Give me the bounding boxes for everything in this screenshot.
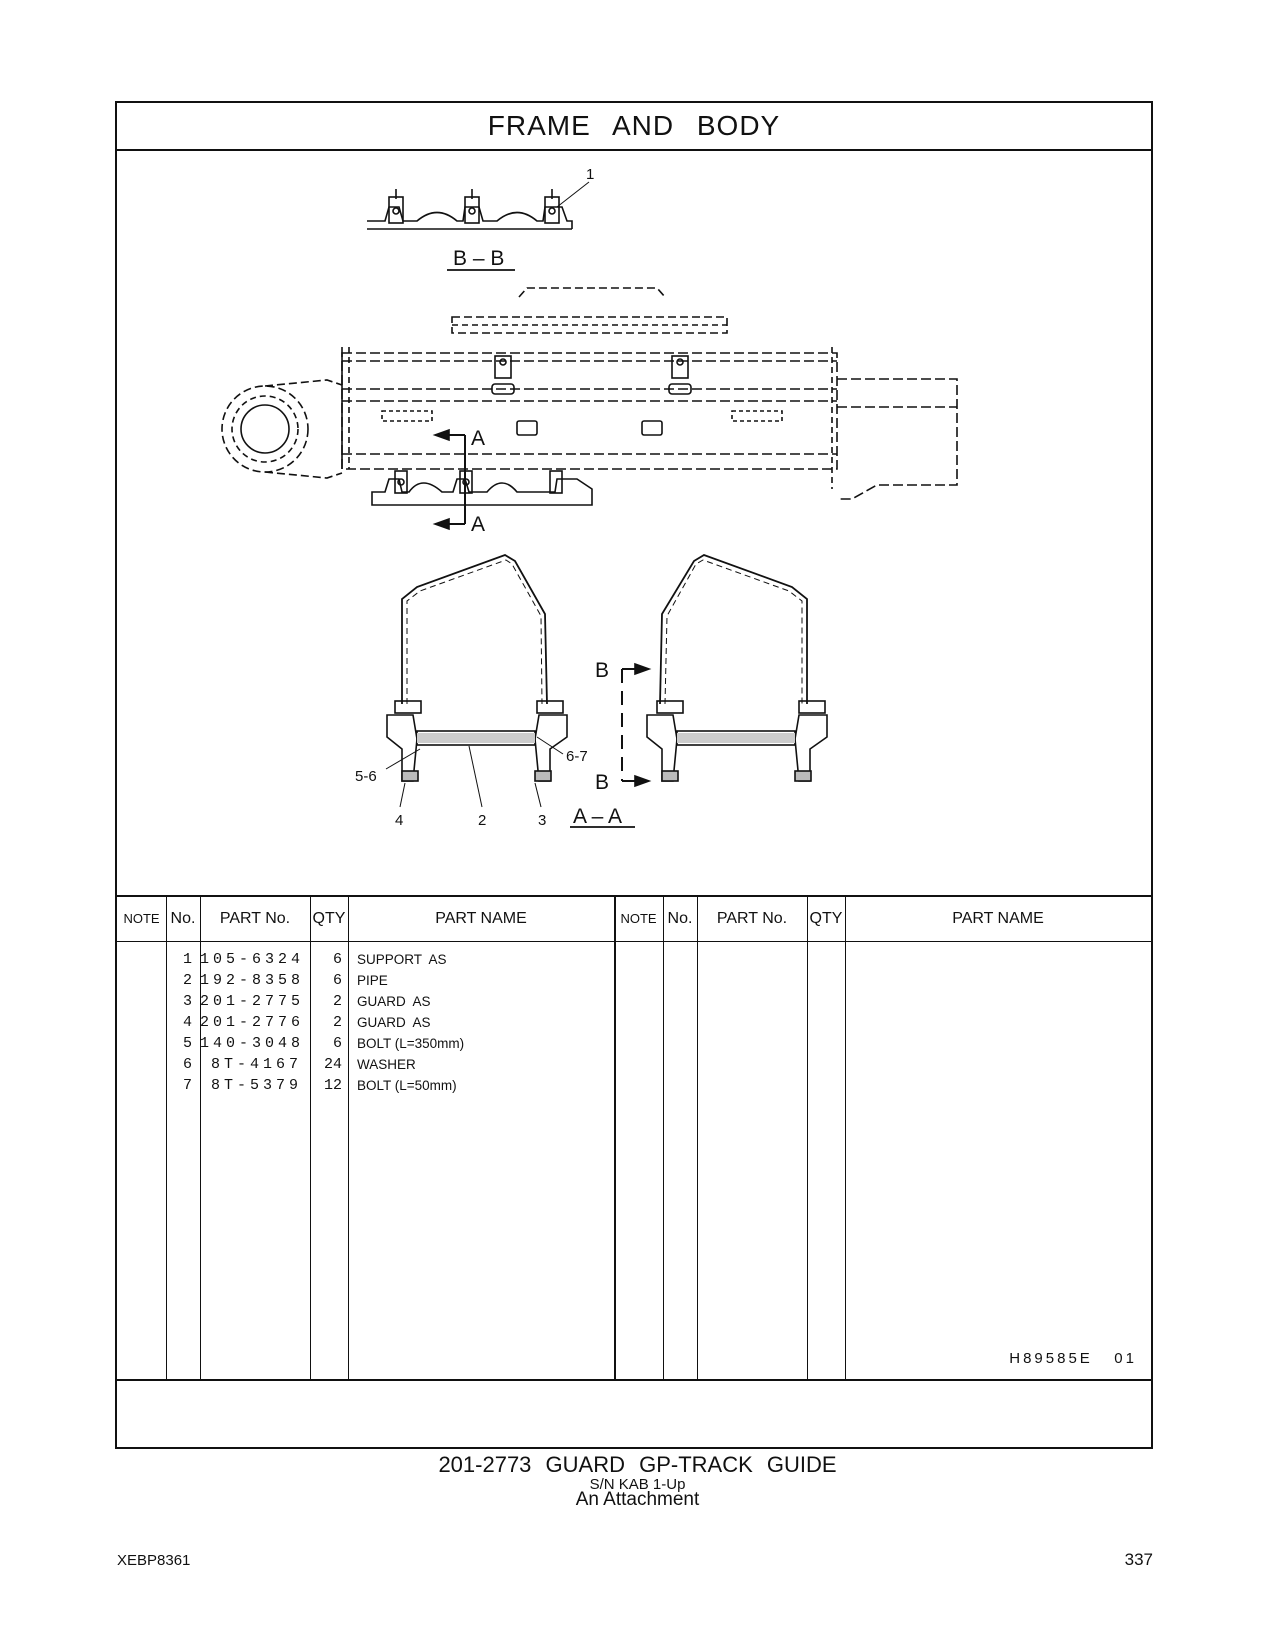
- section-label-b-top: B: [595, 659, 610, 682]
- callout-6-7: 6-7: [566, 748, 588, 765]
- callout-2: 2: [478, 812, 487, 829]
- row-part-name: SUPPORT AS: [357, 952, 447, 967]
- header-no: No.: [170, 910, 196, 927]
- row-part-number: 192-8358: [200, 972, 305, 989]
- document-id: XEBP8361: [117, 1552, 191, 1569]
- parts-table: [117, 895, 1151, 1381]
- row-part-name: BOLT (L=350mm): [357, 1036, 465, 1051]
- row-item-number: 1: [182, 951, 192, 968]
- row-item-number: 7: [182, 1077, 192, 1094]
- header-part-name-2: PART NAME: [952, 910, 1044, 927]
- callout-4: 4: [395, 812, 404, 829]
- section-label-a-bottom: A: [471, 513, 486, 536]
- callout-5-6: 5-6: [355, 768, 377, 785]
- row-item-number: 2: [182, 972, 192, 989]
- row-quantity: 6: [332, 1035, 342, 1052]
- header-part-no-2: PART No.: [716, 910, 788, 927]
- page-title: FRAME AND BODY: [117, 103, 1151, 151]
- exploded-drawing: [117, 149, 1151, 895]
- row-quantity: 2: [332, 1014, 342, 1031]
- row-part-number: 201-2776: [200, 1014, 305, 1031]
- row-part-name: WASHER: [357, 1057, 416, 1072]
- row-part-number: 105-6324: [200, 951, 305, 968]
- section-label-bb: B – B: [453, 247, 505, 270]
- main-side-view: [222, 288, 957, 529]
- row-item-number: 3: [182, 993, 192, 1010]
- row-part-number: 201-2775: [200, 993, 305, 1010]
- header-note: NOTE: [123, 911, 160, 926]
- header-qty-2: QTY: [809, 910, 843, 927]
- row-item-number: 5: [182, 1035, 192, 1052]
- row-part-number: 140-3048: [200, 1035, 305, 1052]
- row-part-number: 8T-4167: [210, 1056, 302, 1073]
- callout-3: 3: [538, 812, 547, 829]
- row-part-number: 8T-5379: [210, 1077, 302, 1094]
- row-part-name: BOLT (L=50mm): [357, 1078, 457, 1093]
- section-label-b-bottom: B: [595, 771, 610, 794]
- row-quantity: 6: [332, 972, 342, 989]
- parts-page-frame: [115, 101, 1153, 1449]
- attachment-note: An Attachment: [575, 1489, 700, 1510]
- row-item-number: 6: [182, 1056, 192, 1073]
- section-label-a-top: A: [471, 427, 486, 450]
- row-quantity: 12: [323, 1077, 342, 1094]
- row-part-name: PIPE: [357, 973, 388, 988]
- header-no-2: No.: [667, 910, 693, 927]
- header-part-no: PART No.: [219, 910, 291, 927]
- drawing-code: H89585E 01: [1009, 1350, 1137, 1367]
- row-quantity: 6: [332, 951, 342, 968]
- aa-section-mirror-view: [622, 555, 827, 786]
- header-part-name: PART NAME: [435, 910, 527, 927]
- row-part-name: GUARD AS: [357, 1015, 431, 1030]
- row-quantity: 2: [332, 993, 342, 1010]
- serial-range: S/N KAB 1-Up: [589, 1476, 686, 1493]
- row-item-number: 4: [182, 1014, 192, 1031]
- row-part-name: GUARD AS: [357, 994, 431, 1009]
- header-qty: QTY: [312, 910, 346, 927]
- section-label-aa: A – A: [573, 805, 623, 828]
- group-title: 201-2773 GUARD GP-TRACK GUIDE: [438, 1452, 837, 1477]
- page-number: 337: [1124, 1550, 1153, 1569]
- row-quantity: 24: [323, 1056, 342, 1073]
- callout-1: 1: [586, 166, 595, 183]
- header-note-2: NOTE: [620, 911, 657, 926]
